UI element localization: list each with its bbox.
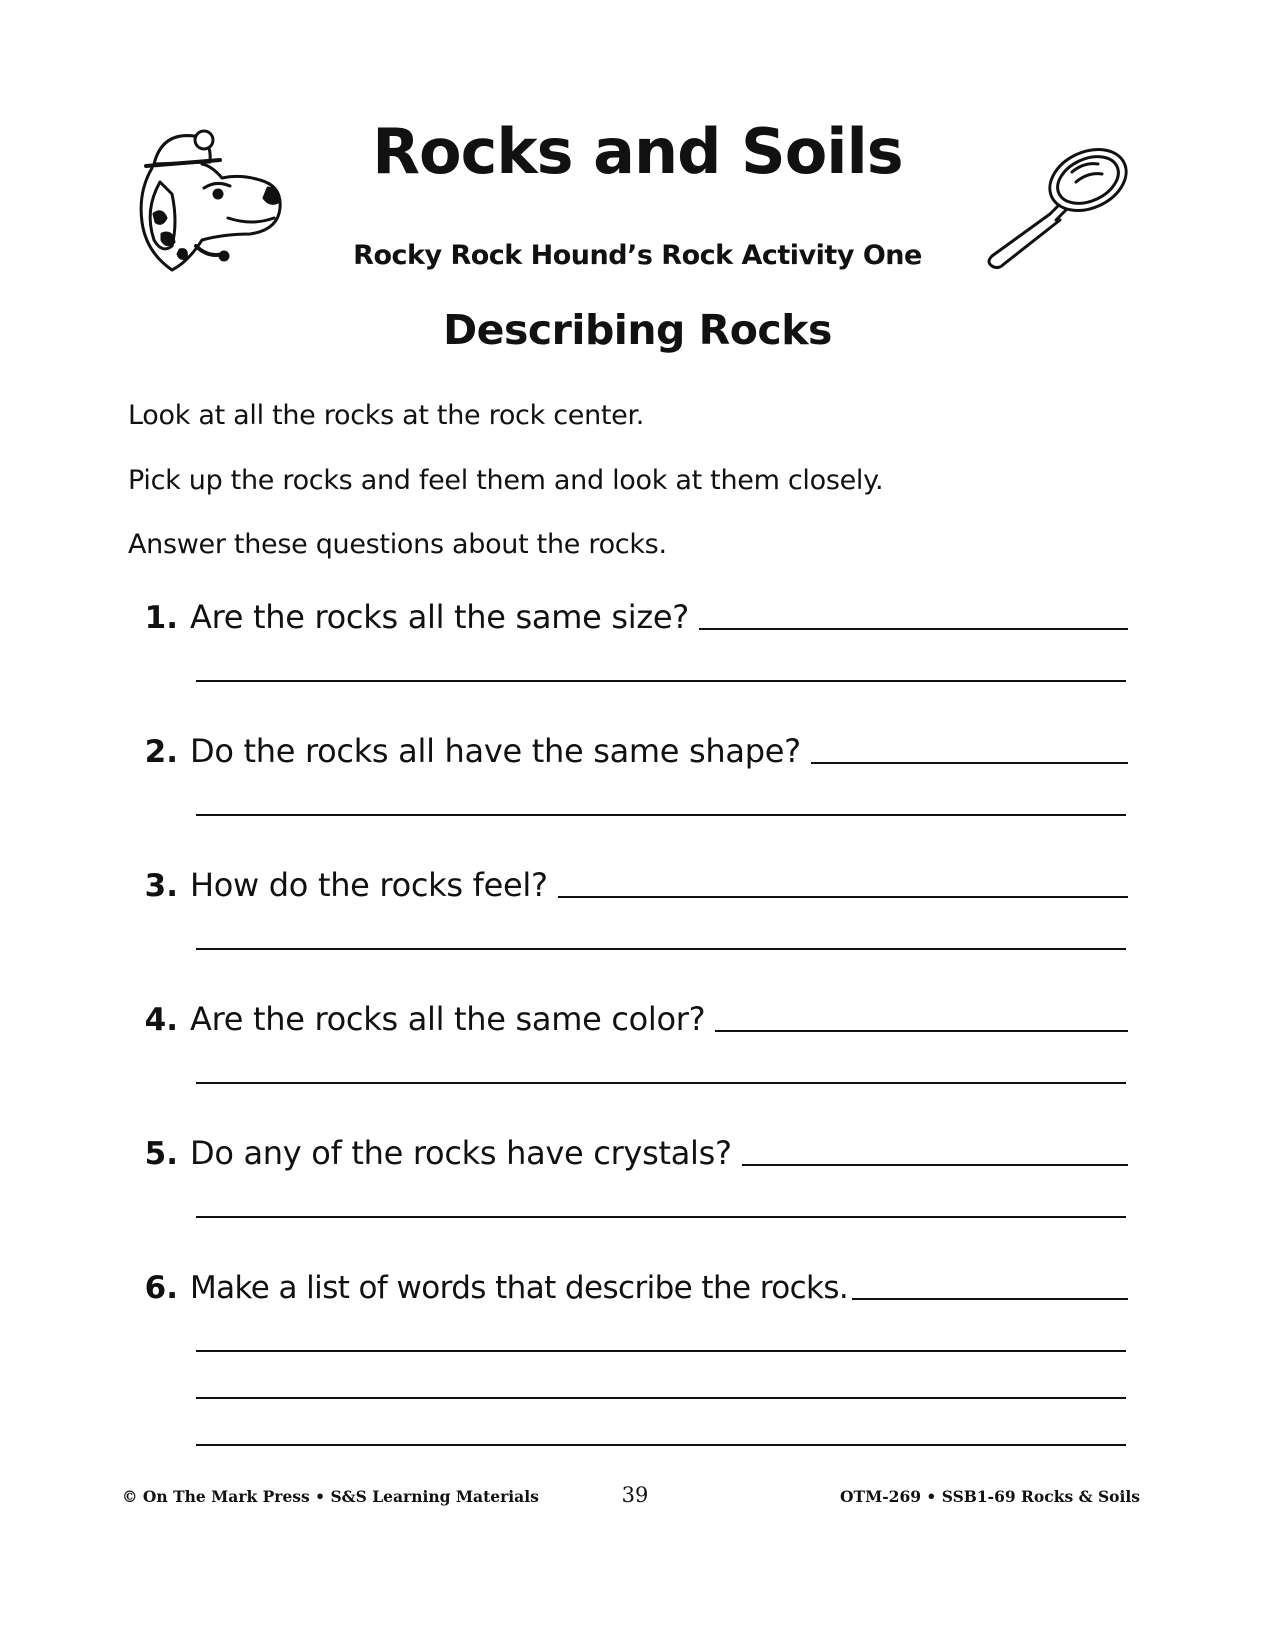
page-title: Rocks and Soils: [372, 115, 903, 188]
question-text: Do the rocks all have the same shape?: [190, 732, 801, 770]
question-number: 6.: [144, 1270, 178, 1306]
instruction-line: Look at all the rocks at the rock center.: [128, 400, 645, 431]
answer-blank[interactable]: [558, 895, 1128, 898]
question-3: [128, 854, 1128, 904]
question-text: Are the rocks all the same size?: [190, 598, 689, 636]
answer-line[interactable]: [196, 1216, 1126, 1218]
activity-subtitle: Rocky Rock Hound’s Rock Activity One: [353, 240, 922, 271]
question-text: Do any of the rocks have crystals?: [190, 1134, 732, 1172]
footer-copyright: © On The Mark Press • S&S Learning Materials: [122, 1487, 539, 1506]
question-number: 3.: [144, 868, 178, 904]
answer-line[interactable]: [196, 948, 1126, 950]
question-text: How do the rocks feel?: [190, 866, 548, 904]
question-number: 4.: [144, 1002, 178, 1038]
footer-product-code: OTM-269 • SSB1-69 Rocks & Soils: [840, 1487, 1140, 1506]
answer-blank[interactable]: [811, 761, 1128, 764]
question-6: [128, 1256, 1128, 1306]
answer-blank[interactable]: [699, 627, 1128, 630]
question-number: 1.: [144, 600, 178, 636]
answer-blank[interactable]: [852, 1297, 1128, 1300]
answer-line[interactable]: [196, 1444, 1126, 1446]
question-text: Make a list of words that describe the rocks.: [190, 1270, 849, 1306]
question-text: Are the rocks all the same color?: [190, 1000, 706, 1038]
page-number: 39: [621, 1483, 649, 1507]
answer-line[interactable]: [196, 814, 1126, 816]
instruction-line: Pick up the rocks and feel them and look at them closely.: [128, 465, 884, 496]
instruction-line: Answer these questions about the rocks.: [128, 529, 667, 560]
answer-line[interactable]: [196, 680, 1126, 682]
question-number: 2.: [144, 734, 178, 770]
question-2: [128, 720, 1128, 770]
answer-blank[interactable]: [742, 1163, 1128, 1166]
answer-blank[interactable]: [715, 1029, 1128, 1032]
question-1: [128, 586, 1128, 636]
question-number: 5.: [144, 1136, 178, 1172]
answer-line[interactable]: [196, 1350, 1126, 1352]
question-5: [128, 1122, 1128, 1172]
question-4: [128, 988, 1128, 1038]
section-title: Describing Rocks: [443, 306, 832, 354]
answer-line[interactable]: [196, 1397, 1126, 1399]
answer-line[interactable]: [196, 1082, 1126, 1084]
